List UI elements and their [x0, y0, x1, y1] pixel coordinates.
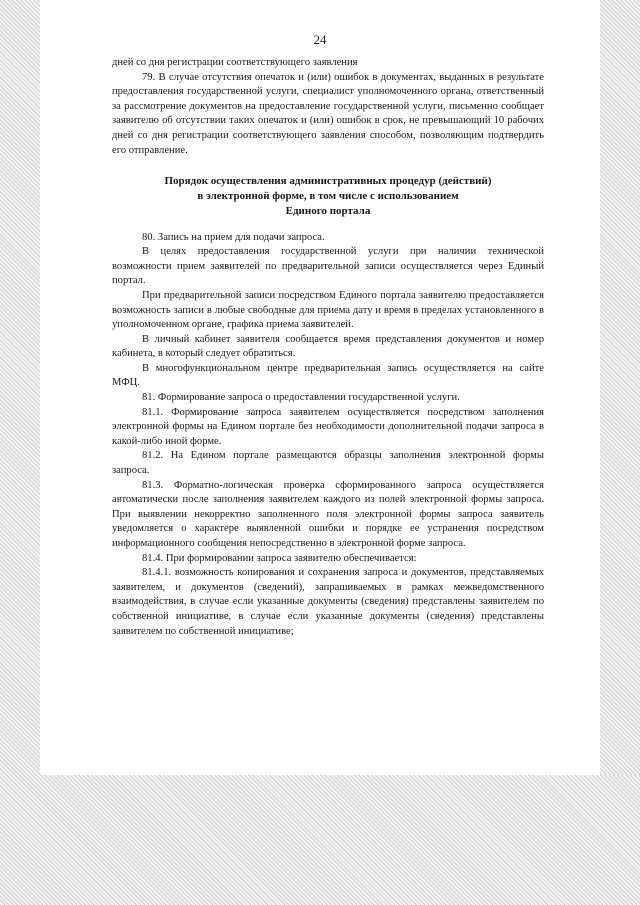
- paragraph-80-d: В многофункциональном центре предварительная запись осуществляется на сайте МФЦ.: [112, 362, 544, 389]
- paragraph-81-1: 81.1. Формирование запроса заявителем осуществляется посредством заполнения электронной формы на Едином портале без необходимости дополнительной подачи запроса в какой-либо иной форме.: [112, 406, 544, 447]
- scan-border-left: [0, 0, 40, 905]
- paragraph-81-4-1: 81.4.1. возможность копирования и сохранения запроса и документов, представляемых заявителем, и документов (сведений), запрашиваемых в рамках межведомственного взаимодействия, в случае если указанные документы (сведения) представлены заявителем по собственной инициативе, в случае если указанные документы (сведения) представлены заявителем по собственной инициативе;: [112, 567, 544, 637]
- paragraph-81-2: 81.2. На Едином портале размещаются образцы заполнения электронной формы запроса.: [112, 450, 544, 477]
- paragraph-81-4: 81.4. При формировании запроса заявителю обеспечивается:: [142, 552, 417, 564]
- scan-border-bottom: [0, 775, 640, 905]
- document-body: [112, 56, 544, 639]
- paragraph-81: 81. Формирование запроса о предоставлении государственной услуги.: [142, 392, 460, 404]
- section-heading-line-3: Единого портала: [285, 204, 371, 217]
- paragraph-80-b: При предварительной записи посредством Единого портала заявителю предоставляется возможность записи в любые свободные для приема дату и время в пределах установленного в уполномоченном органе, графика приема заявителей.: [112, 289, 544, 331]
- section-heading: [112, 174, 544, 218]
- paragraph-continuation: дней со дня регистрации соответствующего заявления: [112, 57, 358, 68]
- section-heading-line-1: Порядок осуществления административных процедур (действий): [164, 175, 492, 188]
- scan-border-right: [600, 0, 640, 905]
- section-heading-line-2: в электронной форме, в том числе с использованием: [197, 189, 459, 202]
- paragraph-79: 79. В случае отсутствия опечаток и (или) ошибок в документах, выданных в результате предоставления государственной услуги, специалист уполномоченного органа, ответственный за рассмотрение документов на предоставление государственной услуги, письменно сообщает заявителю об отсутствии таких опечаток и (или) ошибок в срок, не превышающий 10 рабочих дней со дня регистрации соответствующего заявления способом, позволяющим подтвердить его отправление.: [112, 71, 544, 156]
- paragraph-80-a: В целях предоставления государственной услуги при наличии технической возможности прием заявителей по предварительной записи осуществляется через Единый портал.: [112, 246, 544, 287]
- paragraph-80-c: В личный кабинет заявителя сообщается время представления документов и номер кабинета, в который следует обратиться.: [112, 333, 544, 360]
- paragraph-81-3: 81.3. Форматно-логическая проверка сформированного запроса осуществляется автоматически после заполнения заявителем каждого из полей электронной формы запроса. При выявлении некорректно заполненного поля электронной формы запроса заявитель уведомляется о характере выявленной ошибки и порядке ее устранения посредством информационного сообщения непосредственно в электронной форме запроса.: [112, 479, 544, 550]
- document-page: [40, 0, 600, 775]
- paragraph-80: 80. Запись на прием для подачи запроса.: [142, 231, 325, 243]
- page-number: 24: [313, 32, 327, 47]
